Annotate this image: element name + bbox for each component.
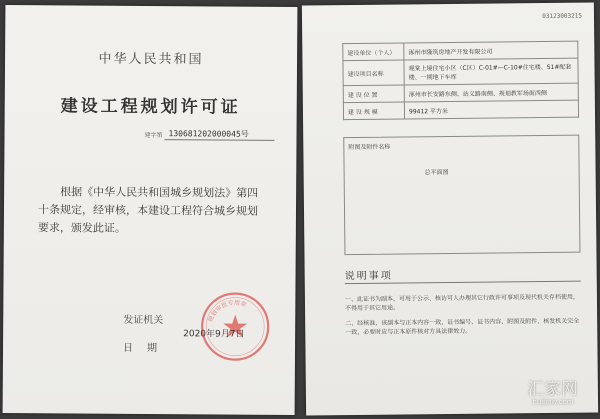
attachments-box	[343, 135, 580, 255]
permit-number-label: 建字第	[144, 131, 163, 140]
row-value: 99412 平方米	[404, 100, 578, 119]
permit-title: 建设工程规划许可证	[60, 96, 241, 118]
issuer-label: 发证机关	[123, 314, 164, 327]
watermark-url: huijiaw.com	[532, 398, 574, 406]
row-label: 建 设 规 模	[343, 102, 404, 120]
row-value: 涿州市隆筑房地产开发有限公司	[404, 41, 578, 60]
row-label: 建 设 位 置	[343, 85, 404, 103]
permit-left-page	[3, 5, 298, 415]
note-item: 一、此证书为副本，可用于公示、核访可人办理其它行政许可事项及现代机关存档使用，不得用于其它用途。	[344, 293, 579, 313]
permit-number-underline	[164, 139, 274, 141]
project-info-table	[342, 41, 579, 120]
serial-number: 03123003215	[542, 12, 583, 21]
table-row	[343, 100, 578, 119]
row-label: 建设单位（个人）	[343, 43, 404, 61]
watermark-logo-text: 汇家网	[527, 379, 579, 398]
attachments-label: 附图及附件名称	[348, 143, 391, 152]
permit-number: 130681202000045号	[168, 129, 249, 139]
permit-right-page	[302, 2, 598, 415]
date-label: 日期	[122, 342, 172, 355]
site-watermark	[518, 380, 588, 407]
issue-date: 2020年9月7日	[183, 329, 245, 340]
country-name: 中华人民共和国	[98, 51, 204, 68]
row-value: 观棠上境住宅小区（C区）C-01#—C-10#住宅楼、S1#配套楼、一期地下车库	[404, 58, 578, 85]
svg-text:规划审批专用章: 规划审批专用章	[207, 299, 248, 324]
row-value: 涿州市长安路东侧、站义路南侧、规划教军场街西侧	[404, 83, 578, 102]
row-label: 建设项目名称	[343, 60, 404, 86]
notes-list	[345, 293, 581, 343]
notes-title: 说明事项	[344, 270, 393, 283]
permit-body-text: 根据《中华人民共和国城乡规划法》第四十条规定，经审核，本建设工程符合城乡规划要求，颁发此证。	[37, 185, 259, 235]
note-item: 二、经核准，该副本与正本内容一致，证书编号、证书内容、附图及附件、核发机关完全一致，必要时应与正本原件核对方具法律效力。	[345, 317, 580, 337]
attachments-value: 总平面图	[424, 169, 449, 177]
table-row	[343, 58, 578, 85]
